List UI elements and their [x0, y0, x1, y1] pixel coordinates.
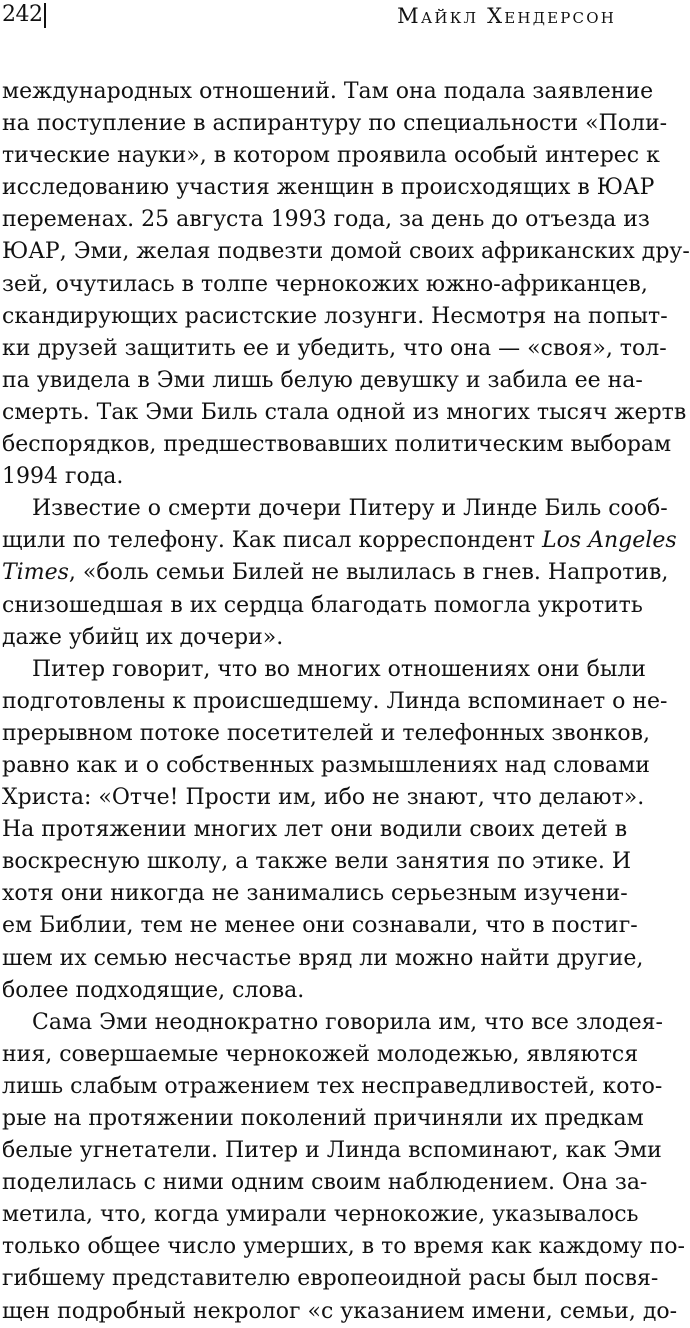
text-fragment: щили по телефону. Как писал корреспондент — [2, 528, 535, 554]
running-head-author: Майкл Хендерсон — [397, 4, 616, 28]
text-fragment: , «боль семьи Билей не вылилась в гнев. Напротив, — [68, 560, 669, 586]
page-number: 242 — [2, 2, 43, 27]
italic-title: Times — [2, 560, 69, 586]
text-line: только общее число умерших, в то время как каждому по- — [2, 1234, 685, 1260]
text-line: исследованию участия женщин в происходящих в ЮАР — [2, 175, 655, 201]
text-line: Известие о смерти дочери Питеру и Линде Биль сооб- — [32, 496, 668, 522]
text-line: воскресную школу, а также вели занятия по этике. И — [2, 849, 632, 875]
text-line: скандирующих расистские лозунги. Несмотря на попыт- — [2, 303, 668, 329]
body-text — [2, 76, 690, 1328]
text-line: рые на протяжении поколений причиняли их предкам — [2, 1106, 644, 1131]
text-line: белые угнетатели. Питер и Линда вспоминают, как Эми — [2, 1138, 662, 1164]
text-line-with-italic — [2, 525, 677, 557]
text-line: равно как и о собственных размышлениях над словами — [2, 752, 650, 778]
header-divider — [44, 3, 46, 28]
text-line: шем их семью несчастье вряд ли можно найти другие, — [2, 945, 644, 971]
text-line: ки друзей защитить ее и убедить, что она — «своя», тол- — [2, 335, 667, 361]
text-line: На протяжении многих лет они водили своих детей в — [2, 817, 628, 843]
text-line-with-italic — [2, 557, 669, 589]
text-line: ЮАР, Эми, желая подвезти домой своих африканских дру- — [2, 239, 690, 265]
text-line: па увидела в Эми лишь белую девушку и забила ее на- — [2, 367, 643, 393]
text-line: беспорядков, предшествовавших политическим выборам — [2, 432, 672, 458]
text-line: гибшему представителю европеоидной расы был посвя- — [2, 1266, 659, 1292]
text-line: Христа: «Отче! Прости им, ибо не знают, что делают». — [2, 785, 645, 811]
text-line: переменах. 25 августа 1993 года, за день до отъезда из — [2, 207, 650, 233]
text-line: лишь слабым отражением тех несправедливостей, кото- — [2, 1073, 663, 1099]
italic-title: Los Angeles — [541, 528, 677, 554]
text-line: международных отношений. Там она подала заявление — [2, 79, 654, 104]
text-line: ния, совершаемые чернокожей молодежью, являются — [2, 1041, 639, 1067]
text-line: Сама Эми неоднократно говорила им, что все злодея- — [32, 1009, 663, 1035]
text-line: на поступление в аспирантуру по специальности «Поли- — [2, 111, 668, 137]
text-line: снизошедшая в их сердца благодать помогла укротить — [2, 592, 643, 618]
text-line: более подходящие, слова. — [2, 977, 305, 1003]
text-line: Питер говорит, что во многих отношениях они были — [32, 656, 646, 682]
text-line: ем Библии, тем не менее они сознавали, что в постиг- — [2, 913, 638, 939]
text-line: 1994 года. — [2, 464, 124, 490]
text-line: даже убийц их дочери». — [2, 624, 284, 650]
text-line: смерть. Так Эми Биль стала одной из многих тысяч жертв — [2, 399, 687, 425]
text-line: подготовлены к происшедшему. Линда вспоминает о не- — [2, 688, 668, 714]
text-line: тические науки», в котором проявила особый интерес к — [2, 143, 660, 169]
text-line: зей, очутилась в толпе чернокожих южно-африканцев, — [2, 271, 648, 297]
text-line: щен подробный некролог «с указанием имени, семьи, до- — [2, 1298, 678, 1324]
text-line: хотя они никогда не занимались серьезным изучени- — [2, 881, 628, 907]
page-header — [0, 0, 620, 36]
text-line: прерывном потоке посетителей и телефонных звонков, — [2, 720, 650, 746]
text-line: поделилась с ними одним своим наблюдением. Она за- — [2, 1170, 648, 1196]
text-line: метила, что, когда умирали чернокожие, указывалось — [2, 1202, 639, 1228]
